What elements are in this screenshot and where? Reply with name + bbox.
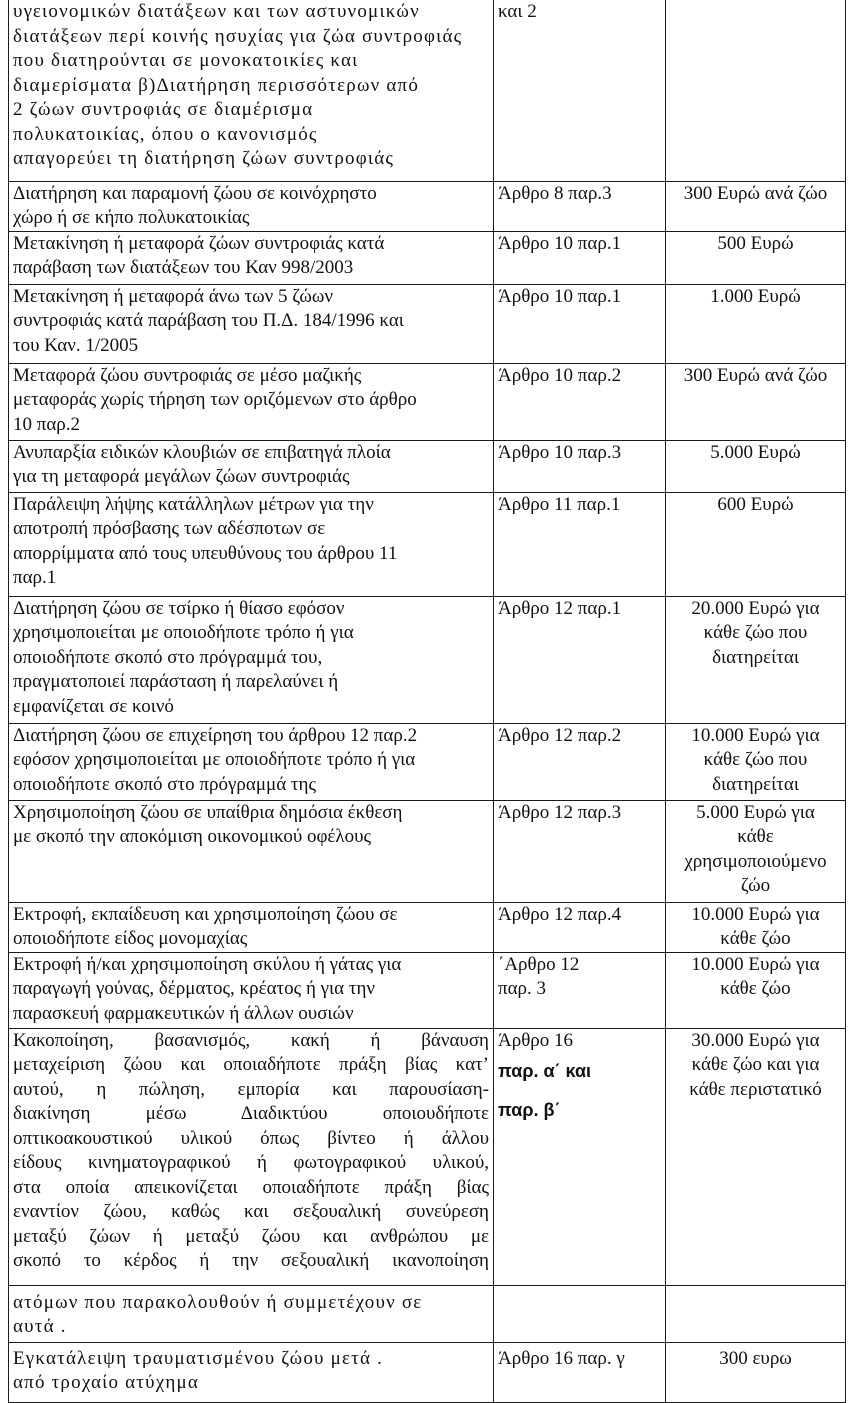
description-line: διακίνηση μέσω Διαδικτύου οποιουδήποτε <box>13 1103 489 1124</box>
fine-amount <box>666 0 846 181</box>
table-row <box>9 723 846 800</box>
description-line: Ανυπαρξία ειδικών κλουβιών σε επιβατηγά πλοία <box>13 441 391 463</box>
description-line: εφόσον χρησιμοποιείται με οποιοδήποτε τρόπο ή για <box>13 749 416 770</box>
description-line: με σκοπό την αποκόμιση οικονομικού οφέλους <box>13 826 372 847</box>
description-line: χώρο ή σε κήπο πολυκατοικίας <box>13 207 250 228</box>
description-line: διατάξεων περί κοινής ησυχίας για ζώα συντροφιάς <box>13 25 463 47</box>
article-reference: Άρθρο 8 παρ.3 <box>494 181 666 231</box>
violation-description <box>9 1342 494 1402</box>
description-line: παραγωγή γούνας, δέρματος, κρέατος ή για την <box>13 978 376 999</box>
description-line: 10 παρ.2 <box>13 413 81 435</box>
description-line: εναντίον ζώου, καθώς και σεξουαλική συνεύρεση <box>13 1201 489 1222</box>
description-line: Μετακίνηση ή μεταφορά ζώων συντροφιάς κατά <box>13 232 385 254</box>
table-row <box>9 181 846 231</box>
description-line: Διατήρηση και παραμονή ζώου σε κοινόχρηστο <box>13 182 377 204</box>
description-line: Εκτροφή, εκπαίδευση και χρησιμοποίηση ζώου σε <box>13 903 398 925</box>
violation-description <box>9 952 494 1028</box>
table-row <box>9 492 846 596</box>
article-reference: Άρθρο 10 παρ.1 <box>494 284 666 363</box>
fine-line: 5.000 Ευρώ για <box>696 801 815 823</box>
table-row <box>9 1028 846 1285</box>
description-line: υγειονομικών διατάξεων και των αστυνομικών <box>13 1 420 22</box>
article-reference: Άρθρο 11 παρ.1 <box>494 492 666 596</box>
description-line: παρασκευή φαρμακευτικών ή άλλων ουσιών <box>13 1002 354 1024</box>
violation-description <box>9 440 494 492</box>
description-line: παράβαση των διατάξεων του Καν 998/2003 <box>13 257 354 278</box>
table-row <box>9 0 846 181</box>
description-line: 2 ζώων συντροφιάς σε διαμέρισμα <box>13 99 314 120</box>
article-reference: και 2 <box>494 0 666 181</box>
description-line: Διατήρηση ζώου σε επιχείρηση του άρθρου 12 παρ.2 <box>13 724 418 746</box>
description-line: είδους κινηματογραφικού ή φωτογραφικού υλικού, <box>13 1152 489 1173</box>
fine-amount <box>666 800 846 902</box>
violation-description <box>9 181 494 231</box>
fine-amount <box>666 952 846 1028</box>
fine-line: κάθε ζώο <box>720 928 791 949</box>
table-row <box>9 231 846 284</box>
violation-description <box>9 723 494 800</box>
fine-amount <box>666 723 846 800</box>
description-line: μεταξύ ζώων ή μεταξύ ζώου και ανθρώπου με <box>13 1225 489 1247</box>
description-line: από τροχαίο ατύχημα <box>13 1372 200 1393</box>
table-row <box>9 952 846 1028</box>
description-line: του Καν. 1/2005 <box>13 334 139 356</box>
table-row <box>9 363 846 440</box>
table-row <box>9 902 846 952</box>
description-line: παρ.1 <box>13 567 57 588</box>
violation-description <box>9 1028 494 1285</box>
description-line: σκοπό το κέρδος ή την σεξουαλική ικανοποίηση <box>13 1250 489 1271</box>
article-reference: Άρθρο 16 παρ. γ <box>494 1342 666 1402</box>
article-reference <box>494 1028 666 1285</box>
table-row <box>9 1342 846 1402</box>
description-line: μεταφοράς χωρίς τήρηση των οριζόμενων στο άρθρο <box>13 389 417 410</box>
violation-description <box>9 800 494 902</box>
description-line: Εκτροφή ή/και χρησιμοποίηση σκύλου ή γάτας για <box>13 953 402 975</box>
violation-description <box>9 363 494 440</box>
violation-description <box>9 1285 494 1342</box>
fine-line: 20.000 Ευρώ για <box>691 597 820 619</box>
description-line: που διατηρούνται σε μονοκατοικίες και <box>13 50 359 71</box>
violation-description <box>9 0 494 181</box>
violation-description <box>9 231 494 284</box>
fine-line: κάθε ζώο και για <box>691 1054 820 1075</box>
violation-description <box>9 492 494 596</box>
description-line: Διατήρηση ζώου σε τσίρκο ή θίασο εφόσον <box>13 597 345 619</box>
fine-line: κάθε ζώο που <box>703 749 808 770</box>
fines-table <box>8 0 846 1403</box>
article-reference: Άρθρο 12 παρ.3 <box>494 800 666 902</box>
article-reference <box>494 952 666 1028</box>
article-paragraph-bold: παρ. α΄ και <box>498 1061 592 1081</box>
description-line: Μετακίνηση ή μεταφορά άνω των 5 ζώων <box>13 285 334 307</box>
description-line: ατόμων που παρακολουθούν ή συμμετέχουν σε <box>13 1291 423 1313</box>
description-line: Παράλειψη λήψης κατάλληλων μέτρων για την <box>13 493 374 515</box>
description-line: αποτροπή πρόσβασης των αδέσποτων σε <box>13 518 326 539</box>
fine-amount: 300 Ευρώ ανά ζώο <box>666 363 846 440</box>
description-line: χρησιμοποιείται με οποιοδήποτε τρόπο ή για <box>13 622 354 643</box>
fine-line: κάθε περιστατικό <box>689 1078 822 1100</box>
article-paragraph-bold: παρ. β΄ <box>498 1099 561 1120</box>
fine-line: κάθε ζώο που <box>703 622 808 643</box>
article-reference <box>494 1285 666 1342</box>
fine-line: χρησιμοποιούμενο <box>684 850 827 872</box>
description-line: στα οποία απεικονίζεται οποιαδήποτε πράξη βίας <box>13 1176 489 1198</box>
fine-line: 10.000 Ευρώ για <box>691 953 820 975</box>
description-line: αυτού, η πώληση, εμπορία και παρουσίαση- <box>13 1078 489 1100</box>
description-line: οποιοδήποτε σκοπό στο πρόγραμμά της <box>13 773 316 795</box>
fine-line: 30.000 Ευρώ για <box>691 1029 820 1051</box>
fine-amount: 300 Ευρώ ανά ζώο <box>666 181 846 231</box>
violation-description <box>9 902 494 952</box>
fine-amount: 500 Ευρώ <box>666 231 846 284</box>
article-line: ΄Αρθρο 12 <box>498 953 580 975</box>
article-reference: Άρθρο 10 παρ.1 <box>494 231 666 284</box>
table-row <box>9 440 846 492</box>
description-line: πολυκατοικίας, όπου ο κανονισμός <box>13 123 318 145</box>
fine-amount <box>666 1028 846 1285</box>
description-line: Εγκατάλειψη τραυματισμένου ζώου μετά . <box>13 1347 384 1369</box>
description-line: οποιοδήποτε σκοπό στο πρόγραμμά του, <box>13 646 323 668</box>
description-line: Μεταφορά ζώου συντροφιάς σε μέσο μαζικής <box>13 364 362 386</box>
fine-amount: 5.000 Ευρώ <box>666 440 846 492</box>
table-row <box>9 800 846 902</box>
description-line: πραγματοποιεί παράσταση ή παρελαύνει ή <box>13 671 339 692</box>
fine-line: κάθε ζώο <box>720 978 791 999</box>
article-reference: Άρθρο 12 παρ.4 <box>494 902 666 952</box>
fine-amount <box>666 902 846 952</box>
description-line: οποιοδήποτε είδος μονομαχίας <box>13 928 248 949</box>
description-line: αυτά . <box>13 1316 67 1337</box>
article-reference: Άρθρο 12 παρ.1 <box>494 596 666 723</box>
fine-line: διατηρείται <box>712 646 799 668</box>
description-line: συντροφιάς κατά παράβαση του Π.Δ. 184/1996 και <box>13 310 404 331</box>
table-row <box>9 1285 846 1342</box>
fine-line: 10.000 Ευρώ για <box>691 903 820 925</box>
description-line: απορρίμματα από τους υπευθύνους του άρθρου 11 <box>13 542 398 564</box>
fine-amount: 600 Ευρώ <box>666 492 846 596</box>
article-line: Άρθρο 16 <box>498 1029 574 1051</box>
fine-line: ζώο <box>740 875 771 896</box>
article-reference: Άρθρο 10 παρ.2 <box>494 363 666 440</box>
fine-amount <box>666 1285 846 1342</box>
table-row <box>9 284 846 363</box>
fine-amount <box>666 596 846 723</box>
violation-description <box>9 596 494 723</box>
article-line: παρ. 3 <box>498 978 547 999</box>
fine-line: 10.000 Ευρώ για <box>691 724 820 746</box>
document-page <box>8 0 845 1400</box>
article-reference: Άρθρο 12 παρ.2 <box>494 723 666 800</box>
table-row <box>9 596 846 723</box>
description-line: εμφανίζεται σε κοινό <box>13 695 174 717</box>
description-line: Κακοποίηση, βασανισμός, κακή ή βάναυση <box>13 1029 489 1051</box>
fine-line: διατηρείται <box>712 773 799 795</box>
fine-amount: 1.000 Ευρώ <box>666 284 846 363</box>
description-line: οπτικοακουστικού υλικού όπως βίντεο ή άλλου <box>13 1127 489 1149</box>
description-line: για τη μεταφορά μεγάλων ζώων συντροφιάς <box>13 466 350 487</box>
fine-amount: 300 ευρω <box>666 1342 846 1402</box>
description-line: Χρησιμοποίηση ζώου σε υπαίθρια δημόσια έκθεση <box>13 801 403 823</box>
description-line: διαμερίσματα β)Διατήρηση περισσότερων από <box>13 74 420 96</box>
description-line: απαγορεύει τη διατήρηση ζώων συντροφιάς <box>13 148 395 169</box>
violation-description <box>9 284 494 363</box>
article-reference: Άρθρο 10 παρ.3 <box>494 440 666 492</box>
description-line: μεταχείριση ζώου και οποιαδήποτε πράξη βίας κατ’ <box>13 1054 489 1075</box>
fine-line: κάθε <box>737 826 774 847</box>
